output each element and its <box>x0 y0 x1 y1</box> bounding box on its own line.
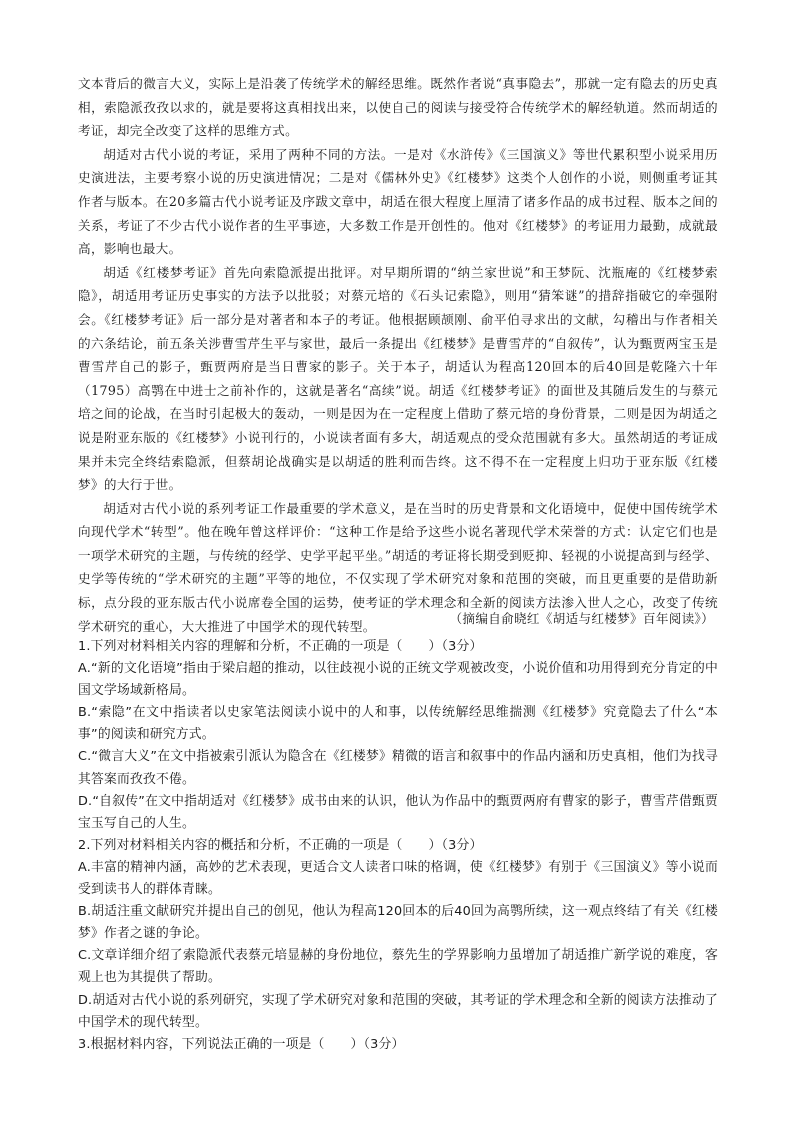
reading-passage <box>78 72 718 638</box>
question-2 <box>78 835 718 1034</box>
question-option: B.“索隐”在文中指读者以史家笔法阅读小说中的人和事，以传统解经思维揣测《红楼梦》究竟隐去了什么“本事”的阅读和研究方式。 <box>78 705 718 743</box>
passage-paragraph: 胡适对古代小说的考证，采用了两种不同的方法。一是对《水浒传》《三国演义》等世代累积型小说采用历史演进法，主要考察小说的历史演进情况；二是对《儒林外史》《红楼梦》这类个人创作的小说，则侧重考证其作者与版本。在20多篇古代小说考证及序跋文章中，胡适在很大程度上厘清了诸多作品的成书过程、版本之间的关系，考证了不少古代小说作者的生平事迹，大多数工作是开创性的。他对《红楼梦》的考证用力最勤，成就最高，影响也最大。 <box>78 146 718 257</box>
question-stem: 2.下列对材料相关内容的概括和分析，不正确的一项是（ ）（3分） <box>78 837 483 853</box>
question-option: A.“新的文化语境”指由于梁启超的推动，以往歧视小说的正统文学观被改变，小说价值和功用得到充分肯定的中国文学场域新格局。 <box>78 661 718 699</box>
passage-paragraph: 胡适对古代小说的系列考证工作最重要的学术意义，是在当时的历史背景和文化语境中，促使中国传统学术向现代学术“转型”。他在晚年曾这样评价：“这种工作是给予这些小说名著现代学术荣誉的方式：认定它们也是一项学术研究的主题，与传统的经学、史学平起平坐。”胡适的考证将长期受到贬抑、轻视的小说提高到与经学、史学等传统的“学术研究的主题”平等的地位，不仅实现了学术研究对象和范围的突破，而且更重要的是借助新标，点分段的亚东版古代小说席卷全国的运势，使考证的学术理念和全新的阅读方法渗入世人之心，改变了传统学术研究的重心，大大推进了中国学术的现代转型。 <box>78 500 718 634</box>
question-option: D.“自叙传”在文中指胡适对《红楼梦》成书由来的认识，他认为作品中的甄贾两府有曹家的影子，曹雪芹借甄贾宝玉写自己的人生。 <box>78 793 718 831</box>
question-option: C.文章详细介绍了索隐派代表蔡元培显赫的身份地位，蔡先生的学界影响力虽增加了胡适推广新学说的难度，客观上也为其提供了帮助。 <box>78 948 718 986</box>
question-1 <box>78 636 718 835</box>
question-stem: 1.下列对材料相关内容的理解和分析，不正确的一项是（ ）（3分） <box>78 639 483 654</box>
question-3 <box>78 1034 718 1056</box>
passage-source: （摘编自俞晓红《胡适与红楼梦》百年阅读》） <box>449 611 714 626</box>
question-list <box>78 636 718 1056</box>
question-stem: 3.根据材料内容，下列说法正确的一项是（ ）（3分） <box>78 1036 405 1052</box>
question-option: D.胡适对古代小说的系列研究，实现了学术研究对象和范围的突破，其考证的学术理念和全新的阅读方法推动了中国学术的现代转型。 <box>78 992 718 1030</box>
question-option: C.“微言大义”在文中指被索引派认为隐含在《红楼梦》精微的语言和叙事中的作品内涵和历史真相，他们为找寻其答案而孜孜不倦。 <box>78 749 718 787</box>
passage-paragraph: 胡适《红楼梦考证》首先向索隐派提出批评。对早期所谓的“纳兰家世说”和王梦阮、沈瓶庵的《红楼梦索隐》，胡适用考证历史事实的方法予以批驳；对蔡元培的《石头记索隐》，则用“猜笨谜”的措辞指破它的牵强附会。《红楼梦考证》后一部分是对著者和本子的考证。他根据顾颉刚、俞平伯寻求出的文献，勾稽出与作者相关的六条结论，前五条关涉曹雪芹生平与家世，最后一条提出《红楼梦》是曹雪芹的“自叙传”，认为甄贾两宝玉是曹雪芹自己的影子，甄贾两府是当日曹家的影子。关于本子，胡适认为程高120回本的后40回是乾隆六十年（1795）高鹗在中进士之前补作的，这就是著名“高续”说。胡适《红楼梦考证》的面世及其随后发生的与蔡元培之间的论战，在当时引起极大的轰动，一则是因为在一定程度上借助了蔡元培的身份背景，二则是因为胡适之说是附亚东版的《红楼梦》小说刊行的，小说读者面有多大，胡适观点的受众范围就有多大。虽然胡适的考证成果并未完全终结索隐派，但蔡胡论战确实是以胡适的胜利而告终。这不得不在一定程度上归功于亚东版《红楼梦》的大行于世。 <box>78 264 718 493</box>
question-option: B.胡适注重文献研究并提出自己的创见，他认为程高120回本的后40回为高鹗所续，这一观点终结了有关《红楼梦》作者之谜的争论。 <box>78 904 718 942</box>
passage-paragraph: 文本背后的微言大义，实际上是沿袭了传统学术的解经思维。既然作者说“真事隐去”，那就一定有隐去的历史真相，索隐派孜孜以求的，就是要将这真相找出来，以使自己的阅读与接受符合传统学术的解经轨道。然而胡适的考证，却完全改变了这样的思维方式。 <box>78 76 718 139</box>
question-option: A.丰富的精神内涵，高妙的艺术表现，更适合文人读者口味的格调，使《红楼梦》有别于《三国演义》等小说而受到读书人的群体青睐。 <box>78 859 718 898</box>
